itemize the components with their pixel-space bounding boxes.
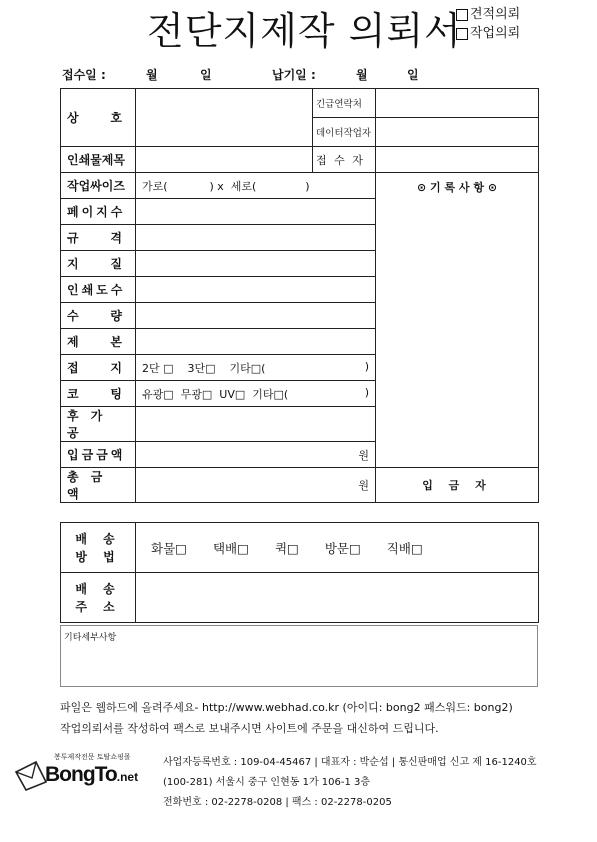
folding-field[interactable]: 2단 □ 3단□ 기타□( ) (136, 355, 376, 381)
logo-name: BongTo.net (45, 763, 139, 786)
print-title-field[interactable] (136, 147, 313, 173)
quantity-field[interactable] (136, 303, 376, 329)
work-request-option[interactable]: 작업의뢰 (456, 24, 520, 43)
coating-options[interactable]: 유광□ 무광□ UV□ 기타□( (142, 387, 289, 401)
method-courier-option[interactable]: 택배□ (212, 540, 249, 556)
paper-field[interactable] (136, 251, 376, 277)
footer-line-2: (100-281) 서울시 중구 인현동 1가 106-1 3층 (163, 777, 371, 788)
spec-label: 규 격 (61, 225, 136, 251)
notes-area[interactable] (376, 173, 539, 468)
estimate-request-option[interactable]: 견적의뢰 (456, 5, 520, 24)
received-day[interactable]: 일 (200, 68, 212, 82)
received-month[interactable]: 월 (146, 68, 158, 82)
instruction-line-1: 파일은 웹하드에 올려주세요- http://www.webhad.co.kr (아이디: bong2 패스워드: bong2) (60, 701, 513, 714)
order-form-table (60, 88, 539, 503)
deposit-label: 입금금액 (61, 442, 136, 468)
total-field[interactable]: 원 (136, 468, 376, 503)
deposit-field[interactable]: 원 (136, 442, 376, 468)
pages-label: 페이지수 (61, 199, 136, 225)
paper-label: 지 질 (61, 251, 136, 277)
coating-field[interactable]: 유광□ 무광□ UV□ 기타□( ) (136, 381, 376, 407)
shipping-address-label: 배 송 주 소 (61, 573, 136, 623)
emergency-contact-label: 긴급연락처 (313, 89, 376, 118)
pages-field[interactable] (136, 199, 376, 225)
method-visit-option[interactable]: 방문□ (324, 540, 361, 556)
notes-label: ⊙ 기 록 사 항 ⊙ (416, 181, 498, 194)
folding-options[interactable]: 2단 □ 3단□ 기타□( (142, 361, 266, 375)
size-label: 작업싸이즈 (61, 173, 136, 199)
request-type-options (456, 5, 520, 43)
shipping-address-field[interactable] (136, 573, 539, 623)
other-details-label: 기타세부사항 (64, 633, 117, 643)
shipping-method-label: 배 송 방 법 (61, 523, 136, 573)
logo-tagline: 봉투제작전문 토탈쇼핑몰 (54, 753, 131, 761)
page-title: 전단지제작 의뢰서 (147, 9, 462, 53)
instruction-line-2: 작업의뢰서를 작성하여 팩스로 보내주시면 사이트에 주문을 대신하여 드립니다. (60, 722, 439, 735)
postprocess-label: 후 가 공 (61, 407, 136, 442)
envelope-icon (14, 758, 48, 792)
method-cargo-option[interactable]: 화물□ (151, 540, 187, 556)
postprocess-field[interactable] (136, 407, 376, 442)
size-field[interactable]: 가로( ) x 세로( ) (136, 173, 376, 199)
data-handler-field[interactable] (376, 118, 539, 147)
print-title-label: 인쇄물제목 (61, 147, 136, 173)
binding-label: 제 본 (61, 329, 136, 355)
print-count-field[interactable] (136, 277, 376, 303)
print-count-label: 인쇄도수 (61, 277, 136, 303)
company-field[interactable] (136, 89, 313, 147)
work-checkbox[interactable] (456, 28, 468, 40)
quantity-label: 수 량 (61, 303, 136, 329)
company-footer (163, 753, 537, 813)
received-date-label: 접수일 : (62, 68, 106, 82)
receiver-field[interactable] (376, 147, 539, 173)
other-details-box[interactable] (60, 625, 538, 687)
binding-field[interactable] (136, 329, 376, 355)
receiver-label: 접 수 자 (313, 147, 376, 173)
spec-field[interactable] (136, 225, 376, 251)
method-quick-option[interactable]: 퀵□ (274, 540, 299, 556)
delivery-date-label: 납기일 : (272, 68, 316, 82)
depositor-label: 입 금 자 (376, 468, 539, 503)
emergency-contact-field[interactable] (376, 89, 539, 118)
footer-line-1: 사업자등록번호 : 109-04-45467 | 대표자 : 박순섭 | 통신판매업 신고 제 16-1240호 (163, 757, 537, 768)
coating-label: 코 팅 (61, 381, 136, 407)
delivery-month[interactable]: 월 (356, 68, 368, 82)
method-direct-option[interactable]: 직배□ (386, 540, 423, 556)
date-bar (62, 66, 542, 82)
bongto-logo (14, 752, 154, 798)
company-label: 상 호 (61, 89, 136, 147)
instructions (60, 697, 513, 739)
shipping-table (60, 522, 539, 623)
folding-label: 접 지 (61, 355, 136, 381)
delivery-day[interactable]: 일 (407, 68, 419, 82)
shipping-method-field (136, 523, 539, 573)
footer-line-3: 전화번호 : 02-2278-0208 | 팩스 : 02-2278-0205 (163, 797, 392, 808)
total-label: 총 금 액 (61, 468, 136, 503)
estimate-checkbox[interactable] (456, 9, 468, 21)
data-handler-label: 데이터작업자 (313, 118, 376, 147)
